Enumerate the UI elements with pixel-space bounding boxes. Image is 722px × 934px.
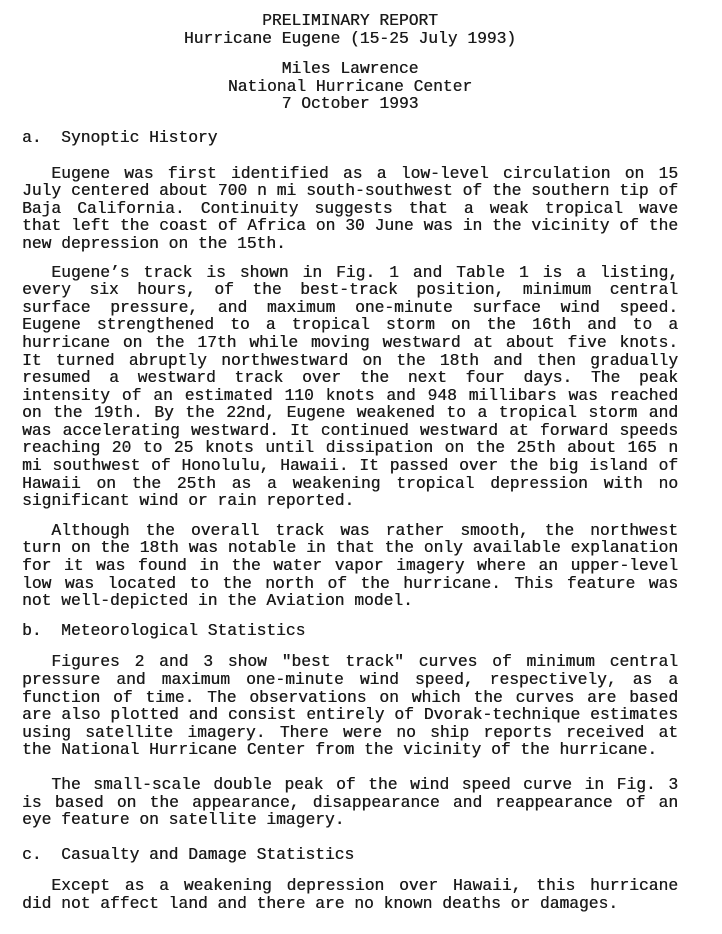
paragraph — [22, 877, 678, 912]
paragraph — [22, 776, 678, 829]
text-line: The small-scale double peak of the wind speed curve in Fig. 3 — [51, 774, 678, 794]
text-line: every six hours, of the best-track position, minimum central — [22, 280, 678, 300]
text-line: hurricane on the 17th while moving westward at about five knots. — [22, 332, 678, 352]
text-line: turn on the 18th was notable in that the only available explanation — [22, 538, 678, 558]
text-line: intensity of an estimated 110 knots and 948 millibars was reached — [22, 385, 678, 405]
text-line: It turned abruptly northwestward on the 18th and then gradually — [22, 350, 678, 370]
report-author-line: National Hurricane Center — [227, 76, 473, 96]
report-author-line: Miles Lawrence — [281, 59, 419, 79]
text-line: low was located to the north of the hurricane. This feature was — [22, 573, 678, 593]
paragraph — [22, 522, 678, 610]
text-line: on the 19th. By the 22nd, Eugene weakened to a tropical storm and — [22, 403, 678, 423]
text-line: Eugene’s track is shown in Fig. 1 and Table 1 is a listing, — [51, 262, 678, 282]
report-title-line: Hurricane Eugene (15-25 July 1993) — [183, 28, 517, 48]
text-line: Eugene strengthened to a tropical storm on the 16th and to a — [22, 315, 678, 335]
text-line: for it was found in the water vapor imagery where an upper-level — [22, 556, 678, 576]
text-line: pressure and maximum one-minute wind speed, respectively, as a — [22, 670, 678, 689]
text-line: the National Hurricane Center from the vicinity of the hurricane. — [22, 740, 658, 760]
paragraph — [22, 165, 678, 253]
text-line: eye feature on satellite imagery. — [22, 810, 345, 830]
text-line: resumed a westward track over the next four days. The peak — [22, 368, 678, 388]
text-line: mi southwest of Honolulu, Hawaii. It passed over the big island of — [22, 456, 678, 476]
section-heading: c. Casualty and Damage Statistics — [22, 844, 355, 864]
text-line: Hawaii on the 25th as a weakening tropical depression with no — [22, 473, 678, 493]
report-author — [22, 60, 678, 113]
paragraph — [22, 653, 678, 759]
text-line: Except as a weakening depression over Hawaii, this hurricane — [51, 876, 678, 896]
text-line: Although the overall track was rather smooth, the northwest — [51, 520, 678, 540]
report-title-line: PRELIMINARY REPORT — [262, 11, 438, 30]
text-line: function of time. The observations on which the curves are based — [22, 687, 678, 707]
text-line: using satellite imagery. There were no ship reports received at — [22, 722, 678, 742]
section-heading: b. Meteorological Statistics — [22, 620, 306, 640]
text-line: Figures 2 and 3 show "best track" curves of minimum central — [51, 652, 678, 672]
report-author-line: 7 October 1993 — [281, 94, 419, 114]
report-title — [22, 12, 678, 47]
text-line: July centered about 700 n mi south-southwest of the southern tip of — [22, 181, 678, 201]
text-line: did not affect land and there are no known deaths or damages. — [22, 893, 618, 913]
text-line: are also plotted and consist entirely of Dvorak-technique estimates — [22, 705, 678, 725]
text-line: surface pressure, and maximum one-minute surface wind speed. — [22, 297, 678, 317]
text-line: significant wind or rain reported. — [22, 491, 355, 511]
text-line: not well-depicted in the Aviation model. — [22, 591, 413, 611]
text-line: is based on the appearance, disappearance and reappearance of an — [22, 792, 678, 812]
text-line: was accelerating westward. It continued westward at forward speeds — [22, 420, 678, 440]
text-line: that left the coast of Africa on 30 June was in the vicinity of the — [22, 216, 678, 236]
paragraph — [22, 264, 678, 510]
text-line: reaching 20 to 25 knots until dissipation on the 25th about 165 n — [22, 438, 678, 458]
text-line: Baja California. Continuity suggests that a weak tropical wave — [22, 198, 678, 218]
text-line: Eugene was first identified as a low-level circulation on 15 — [51, 163, 678, 183]
section-heading: a. Synoptic History — [22, 127, 218, 147]
text-line: new depression on the 15th. — [22, 233, 286, 253]
